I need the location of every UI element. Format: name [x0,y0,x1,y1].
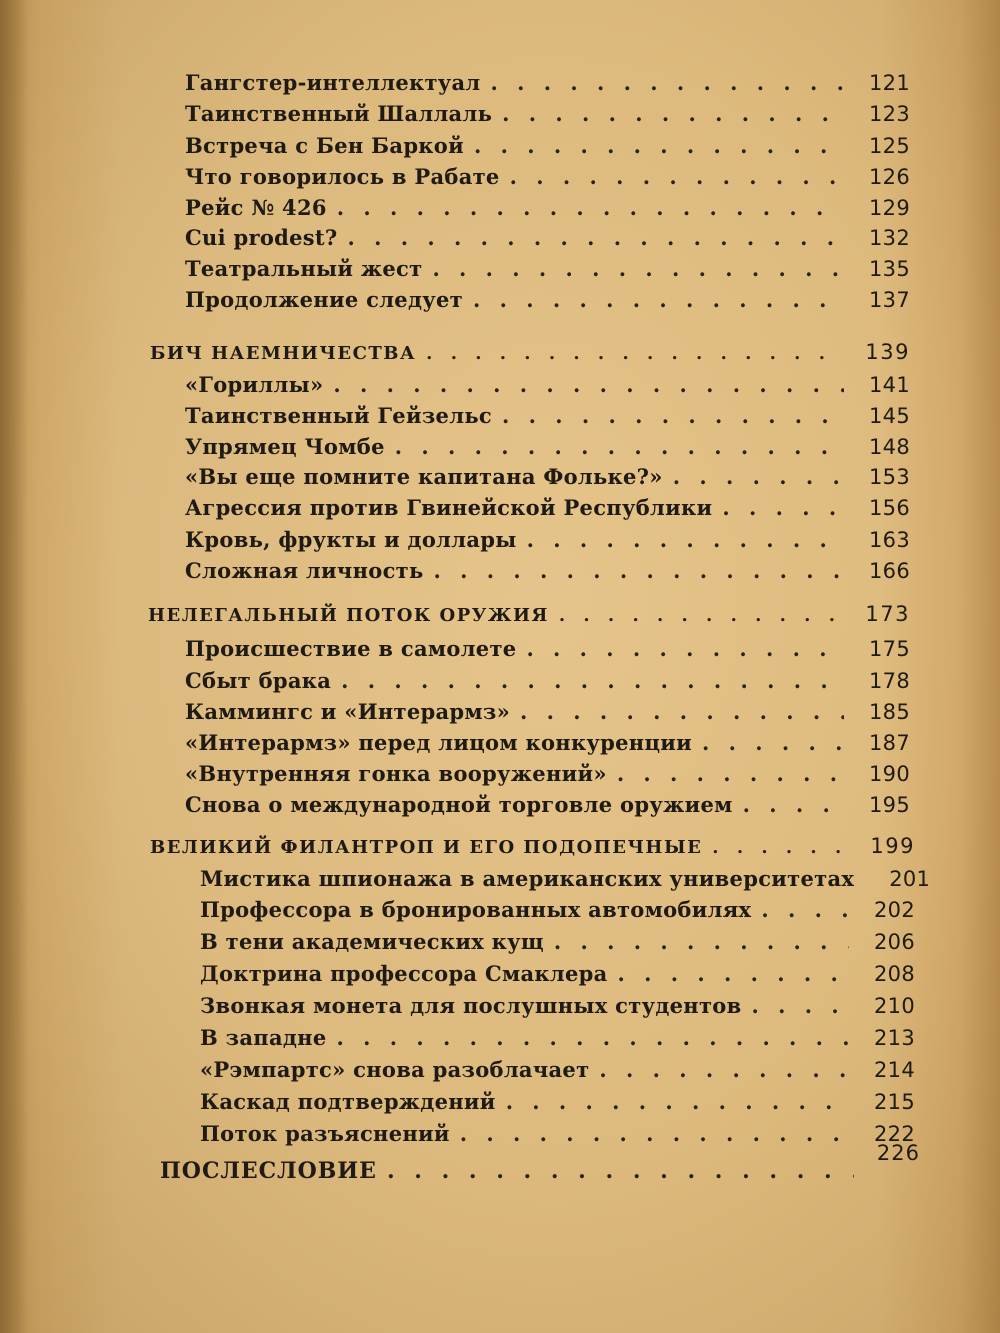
section-page: 173 [865,602,910,626]
toc-entry [185,195,910,220]
toc-entry-title: В западне [200,1025,327,1050]
leader-dots [460,1121,849,1146]
toc-entry-title: Сложная личность [185,558,424,583]
leader-dots [502,101,844,126]
leader-dots [527,527,844,552]
toc-entry-page: 145 [869,404,910,428]
toc-entry-page: 187 [869,731,910,755]
leader-dots [702,730,844,755]
toc-entry [185,558,910,583]
toc-entry-title: Гангстер-интеллектуал [185,70,481,95]
toc-entry-title: «Внутренняя гонка вооружений» [185,761,607,786]
toc-entry [185,792,910,817]
leader-dots [520,699,844,724]
leader-dots [426,343,844,364]
toc-entry [185,101,910,126]
toc-entry [185,730,910,755]
toc-section-heading [150,834,915,858]
toc-entry-title: Мистика шпионажа в американских университетах [200,866,855,891]
toc-entry [185,372,910,397]
toc-entry [200,993,915,1018]
leader-dots [506,1089,849,1114]
toc-entry-page: 156 [869,496,910,520]
toc-entry-title: Упрямец Чомбе [185,434,385,459]
toc-entry-page: 175 [869,637,910,661]
toc-entry-page: 123 [869,102,910,126]
toc-entry-title: Таинственный Шаллаль [185,101,493,126]
toc-entry-title: Каммингс и «Интерармз» [185,699,511,724]
leader-dots [554,929,849,954]
toc-entry-title: Поток разъяснений [200,1121,450,1146]
toc-entry [185,761,910,786]
toc-entry-title: Профессора в бронированных автомобилях [200,897,752,922]
toc-entry-page: 178 [869,669,910,693]
toc-entry-page: 214 [874,1058,915,1082]
leader-dots [722,495,844,520]
leader-dots [395,434,844,459]
leader-dots [502,403,844,428]
toc-entry-page: 201 [889,867,931,891]
toc-entry [200,929,915,954]
leader-dots [751,993,849,1018]
toc-entry [185,287,910,312]
toc-entry-page: 153 [869,465,910,489]
toc-entry [200,1121,915,1146]
toc-entry-page: 185 [869,700,910,724]
leader-dots [348,225,845,250]
toc-entry-title: Театральный жест [185,256,423,281]
toc-entry [200,1089,915,1114]
toc-entry-title: Cui prodest? [185,225,338,250]
toc-entry-page: 141 [869,373,910,397]
toc-entry-title: Доктрина профессора Смаклера [200,961,608,986]
toc-afterword [160,1141,920,1184]
leader-dots [617,761,844,786]
leader-dots [341,668,844,693]
toc-entry-page: 126 [869,165,910,189]
toc-entry-title: Звонкая монета для послушных студентов [200,993,742,1018]
toc-entry [185,636,910,661]
toc-entry-title: Встреча с Бен Баркой [185,133,464,158]
toc-entry [185,70,910,95]
toc-entry-page: 148 [869,435,910,459]
toc-entry [185,668,910,693]
leader-dots [333,372,844,397]
leader-dots [387,1158,854,1184]
toc-entry-title: «Интерармз» перед лицом конкуренции [185,730,693,755]
toc-entry-title: Каскад подтверждений [200,1089,496,1114]
toc-entry-page: 125 [869,134,910,158]
leader-dots [434,558,844,583]
toc-entry [185,164,910,189]
toc-entry [185,403,910,428]
section-page: 199 [870,834,915,858]
toc-entry [200,897,915,922]
leader-dots [559,605,844,626]
toc-entry-title: Рейс № 426 [185,195,327,220]
toc-entry-page: 163 [869,528,910,552]
toc-entry-page: 132 [869,226,910,250]
toc-entry-page: 121 [869,71,910,95]
toc-entry-page: 135 [869,257,910,281]
leader-dots [761,897,849,922]
toc-entry-title: Агрессия против Гвинейской Республики [185,495,713,520]
toc-entry-page: 215 [874,1090,915,1114]
section-title: БИЧ НАЕМНИЧЕСТВА [150,343,417,364]
toc-entry-title: Происшествие в самолете [185,636,517,661]
toc-entry [185,495,910,520]
section-title: ВЕЛИКИЙ ФИЛАНТРОП И ЕГО ПОДОПЕЧНЫЕ [150,837,703,858]
toc-entry-title: Снова о международной торговле оружием [185,792,733,817]
toc-entry [185,699,910,724]
toc-entry-title: Сбыт брака [185,668,332,693]
toc-entry [200,866,931,891]
toc-entry-title: «Гориллы» [185,372,324,397]
toc-entry-title: Кровь, фрукты и доллары [185,527,517,552]
leader-dots [336,1025,849,1050]
leader-dots [618,961,849,986]
toc-entry-page: 213 [874,1026,915,1050]
toc-entry-title: В тени академических кущ [200,929,544,954]
toc-entry-title: Таинственный Гейзельс [185,403,492,428]
toc-entry-title: «Вы еще помните капитана Фольке?» [185,464,663,489]
toc-entry [185,464,910,489]
toc-entry-page: 222 [874,1122,915,1146]
toc-entry-page: 195 [869,793,910,817]
toc-entry [185,225,910,250]
leader-dots [491,70,844,95]
section-title: НЕЛЕГАЛЬНЫЙ ПОТОК ОРУЖИЯ [148,605,549,626]
leader-dots [743,792,844,817]
toc-section-heading [148,602,910,626]
toc-entry-page: 208 [874,962,915,986]
toc-entry [200,1025,915,1050]
toc-entry-page: 129 [869,196,910,220]
toc-entry-page: 210 [874,994,915,1018]
toc-entry-page: 137 [869,288,910,312]
leader-dots [473,287,844,312]
toc-entry-title: Продолжение следует [185,287,463,312]
toc-entry [185,256,910,281]
toc-entry-page: 206 [874,930,915,954]
leader-dots [432,256,844,281]
leader-dots [526,636,844,661]
toc-entry-title: Что говорилось в Рабате [185,164,500,189]
toc-entry [185,434,910,459]
leader-dots [510,164,844,189]
toc-entry [200,961,915,986]
toc-entry-page: 190 [869,762,910,786]
afterword-page: 226 [876,1141,920,1165]
toc-entry [200,1057,915,1082]
afterword-title: ПОСЛЕСЛОВИЕ [160,1158,377,1184]
leader-dots [673,464,844,489]
toc-entry [185,133,910,158]
toc-entry [185,527,910,552]
toc-section-heading [150,340,910,364]
toc-entry-title: «Рэмпартс» снова разоблачает [200,1057,590,1082]
leader-dots [337,195,844,220]
toc-entry-page: 166 [869,559,910,583]
leader-dots [712,837,849,858]
toc-entry-page: 202 [874,898,915,922]
leader-dots [599,1057,849,1082]
leader-dots [474,133,844,158]
section-page: 139 [865,340,910,364]
